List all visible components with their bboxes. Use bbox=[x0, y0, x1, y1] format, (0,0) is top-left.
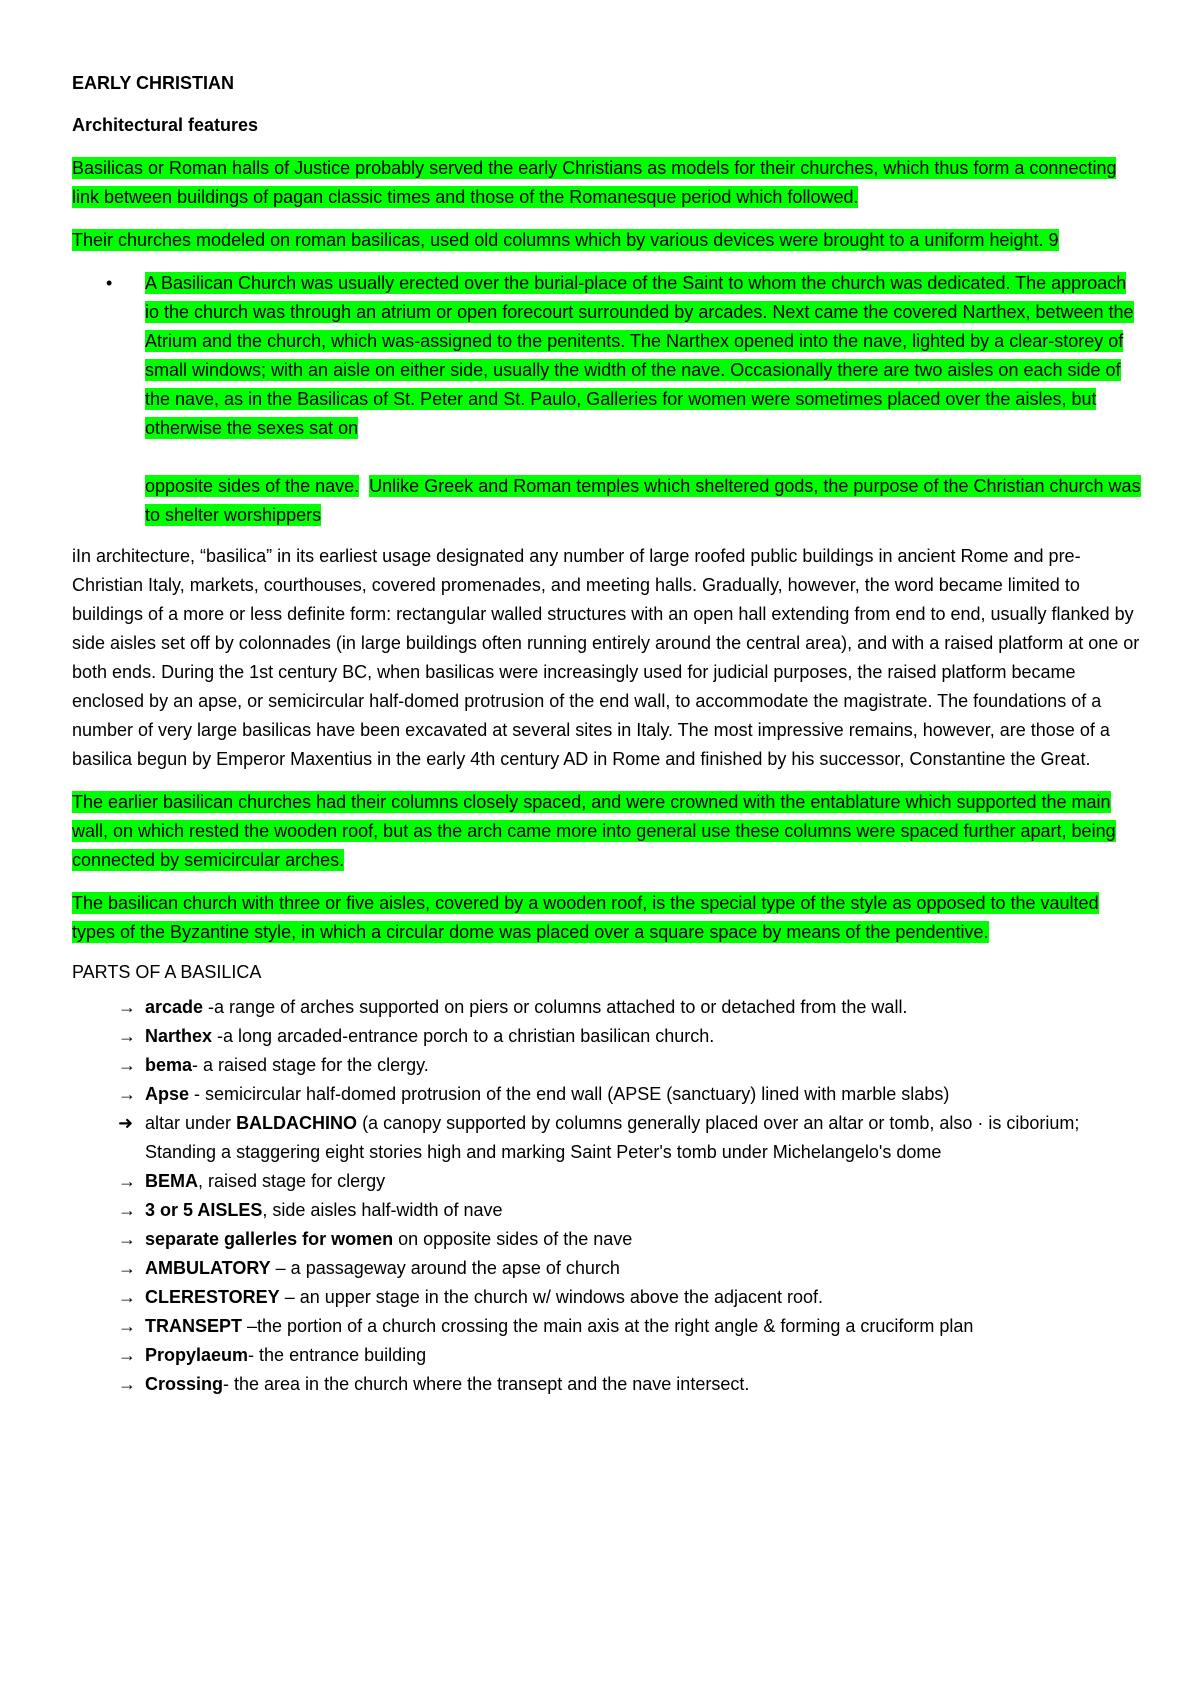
list-item bbox=[72, 1167, 1142, 1196]
document-title: EARLY CHRISTIAN bbox=[72, 73, 235, 93]
parts-list bbox=[72, 993, 1142, 1399]
paragraph-basilicas bbox=[72, 154, 1142, 212]
part-term: Narthex bbox=[145, 1026, 213, 1046]
part-description: , raised stage for clergy bbox=[198, 1171, 386, 1191]
highlighted-text: Unlike Greek and Roman temples which sheltered gods, the purpose of the Christian church was to shelter worshippers bbox=[145, 476, 1141, 525]
bullet-marker: • bbox=[106, 273, 113, 293]
highlighted-text: opposite sides of the nave. bbox=[145, 476, 360, 496]
part-term: TRANSEPT bbox=[145, 1316, 243, 1336]
part-description: -a range of arches supported on piers or columns attached to or detached from the wall. bbox=[203, 997, 908, 1017]
part-description: - the entrance building bbox=[248, 1345, 427, 1365]
part-term: AMBULATORY bbox=[145, 1258, 271, 1278]
list-item bbox=[72, 1283, 1142, 1312]
part-term: BEMA bbox=[145, 1171, 198, 1191]
list-item bbox=[72, 1080, 1142, 1109]
bullet-list bbox=[72, 269, 1142, 530]
arrow-icon: → bbox=[118, 1084, 136, 1104]
part-description: - the area in the church where the transept and the nave intersect. bbox=[223, 1374, 750, 1394]
part-term: separate gallerles for women bbox=[145, 1229, 394, 1249]
part-term: bema bbox=[145, 1055, 193, 1075]
section-heading: Architectural features bbox=[72, 115, 259, 135]
highlighted-text: The earlier basilican churches had their columns closely spaced, and were crowned with the entablature which supported the main wall, on which rested the wooden roof, but as the arch came more into general use these columns were spaced further apart, being connected by semicircular arches. bbox=[72, 792, 1116, 870]
list-item bbox=[72, 993, 1142, 1022]
parts-heading: PARTS OF A BASILICA bbox=[72, 962, 262, 982]
highlighted-text: The basilican church with three or five aisles, covered by a wooden roof, is the special type of the style as opposed to the vaulted types of the Byzantine style, in which a circular dome was placed over a square space by means of the pendentive. bbox=[72, 893, 1099, 942]
list-item bbox=[72, 1196, 1142, 1225]
list-item bbox=[72, 1022, 1142, 1051]
paragraph-basilica-usage: iIn architecture, “basilica” in its earliest usage designated any number of large roofed public buildings in ancient Rome and pre-Christian Italy, markets, courthouses, covered promenades, and meeting halls. Gradually, however, the word became limited to buildings of a more or less definite form: rectangular walled structures with an open hall extending from end to end, usually flanked by side aisles set off by colonnades (in large buildings often running entirely around the central area), and with a raised platform at one or both ends. During the 1st century BC, when basilicas were increasingly used for judicial purposes, the raised platform became enclosed by an apse, or semicircular half-domed protrusion of the end wall, to accommodate the magistrate. The foundations of a number of very large basilicas have been excavated at several sites in Italy. The most impressive remains, however, are those of a basilica begun by Emperor Maxentius in the early 4th century AD in Rome and finished by his successor, Constantine the Great. bbox=[72, 546, 1140, 769]
arrow-icon: → bbox=[118, 1171, 136, 1191]
list-item bbox=[72, 1254, 1142, 1283]
part-description: - a raised stage for the clergy. bbox=[192, 1055, 429, 1075]
arrow-icon: → bbox=[118, 1229, 136, 1249]
part-term: Propylaeum bbox=[145, 1345, 249, 1365]
list-item bbox=[72, 1051, 1142, 1080]
arrow-icon: → bbox=[118, 1374, 136, 1394]
arrow-icon: → bbox=[118, 1200, 136, 1220]
part-term: CLERESTOREY bbox=[145, 1287, 280, 1307]
part-term: arcade bbox=[145, 997, 204, 1017]
paragraph-three-five-aisles bbox=[72, 889, 1142, 947]
part-description: -a long arcaded-entrance porch to a christian basilican church. bbox=[212, 1026, 715, 1046]
arrow-icon: → bbox=[118, 1055, 136, 1075]
arrow-icon: → bbox=[118, 1258, 136, 1278]
highlighted-text: Their churches modeled on roman basilicas, used old columns which by various devices were brought to a uniform height. 9 bbox=[72, 230, 1059, 250]
list-item bbox=[72, 1370, 1142, 1399]
part-prefix: altar under bbox=[145, 1113, 237, 1133]
part-description: –the portion of a church crossing the main axis at the right angle & forming a cruciform plan bbox=[242, 1316, 974, 1336]
list-item bbox=[72, 269, 1142, 530]
paragraph-churches-modeled bbox=[72, 226, 1142, 255]
paragraph-earlier-basilican bbox=[72, 788, 1142, 875]
arrow-icon: → bbox=[118, 1287, 136, 1307]
document-content bbox=[72, 72, 1142, 1399]
part-description: – a passageway around the apse of church bbox=[270, 1258, 620, 1278]
arrow-icon: → bbox=[118, 997, 136, 1017]
arrow-icon: → bbox=[118, 1316, 136, 1336]
part-description: , side aisles half-width of nave bbox=[262, 1200, 503, 1220]
part-term: Crossing bbox=[145, 1374, 224, 1394]
part-description: (a canopy supported by columns generally placed over an altar or tomb, also · is ciborium; Standing a staggering eight stories high and marking Saint Peter's tomb under Michelangelo's dome bbox=[145, 1113, 1080, 1162]
part-description: – an upper stage in the church w/ windows above the adjacent roof. bbox=[279, 1287, 824, 1307]
arrow-icon: → bbox=[118, 1026, 136, 1046]
arrow-icon: ➜ bbox=[118, 1113, 134, 1133]
part-description: - semicircular half-domed protrusion of the end wall (APSE (sanctuary) lined with marble slabs) bbox=[189, 1084, 950, 1104]
list-item bbox=[72, 1225, 1142, 1254]
list-item bbox=[72, 1109, 1142, 1167]
highlighted-text: A Basilican Church was usually erected over the burial-place of the Saint to whom the church was dedicated. The approach io the church was through an atrium or open forecourt surrounded by arcades. Next came the covered Narthex, between the Atrium and the church, which was-assigned to the penitents. The Narthex opened into the nave, lighted by a clear-storey of small windows; with an aisle on either side, usually the width of the nave. Occasionally there are two aisles on each side of the nave, as in the Basilicas of St. Peter and St. Paulo, Galleries for women were sometimes placed over the aisles, but otherwise the sexes sat on bbox=[145, 273, 1134, 438]
part-term: BALDACHINO bbox=[236, 1113, 358, 1133]
list-item bbox=[72, 1341, 1142, 1370]
part-description: on opposite sides of the nave bbox=[393, 1229, 633, 1249]
part-term: 3 or 5 AISLES bbox=[145, 1200, 263, 1220]
list-item bbox=[72, 1312, 1142, 1341]
highlighted-text: Basilicas or Roman halls of Justice probably served the early Christians as models for their churches, which thus form a connecting link between buildings of pagan classic times and those of the Romanesque period which followed. bbox=[72, 158, 1117, 207]
part-term: Apse bbox=[145, 1084, 190, 1104]
arrow-icon: → bbox=[118, 1345, 136, 1365]
